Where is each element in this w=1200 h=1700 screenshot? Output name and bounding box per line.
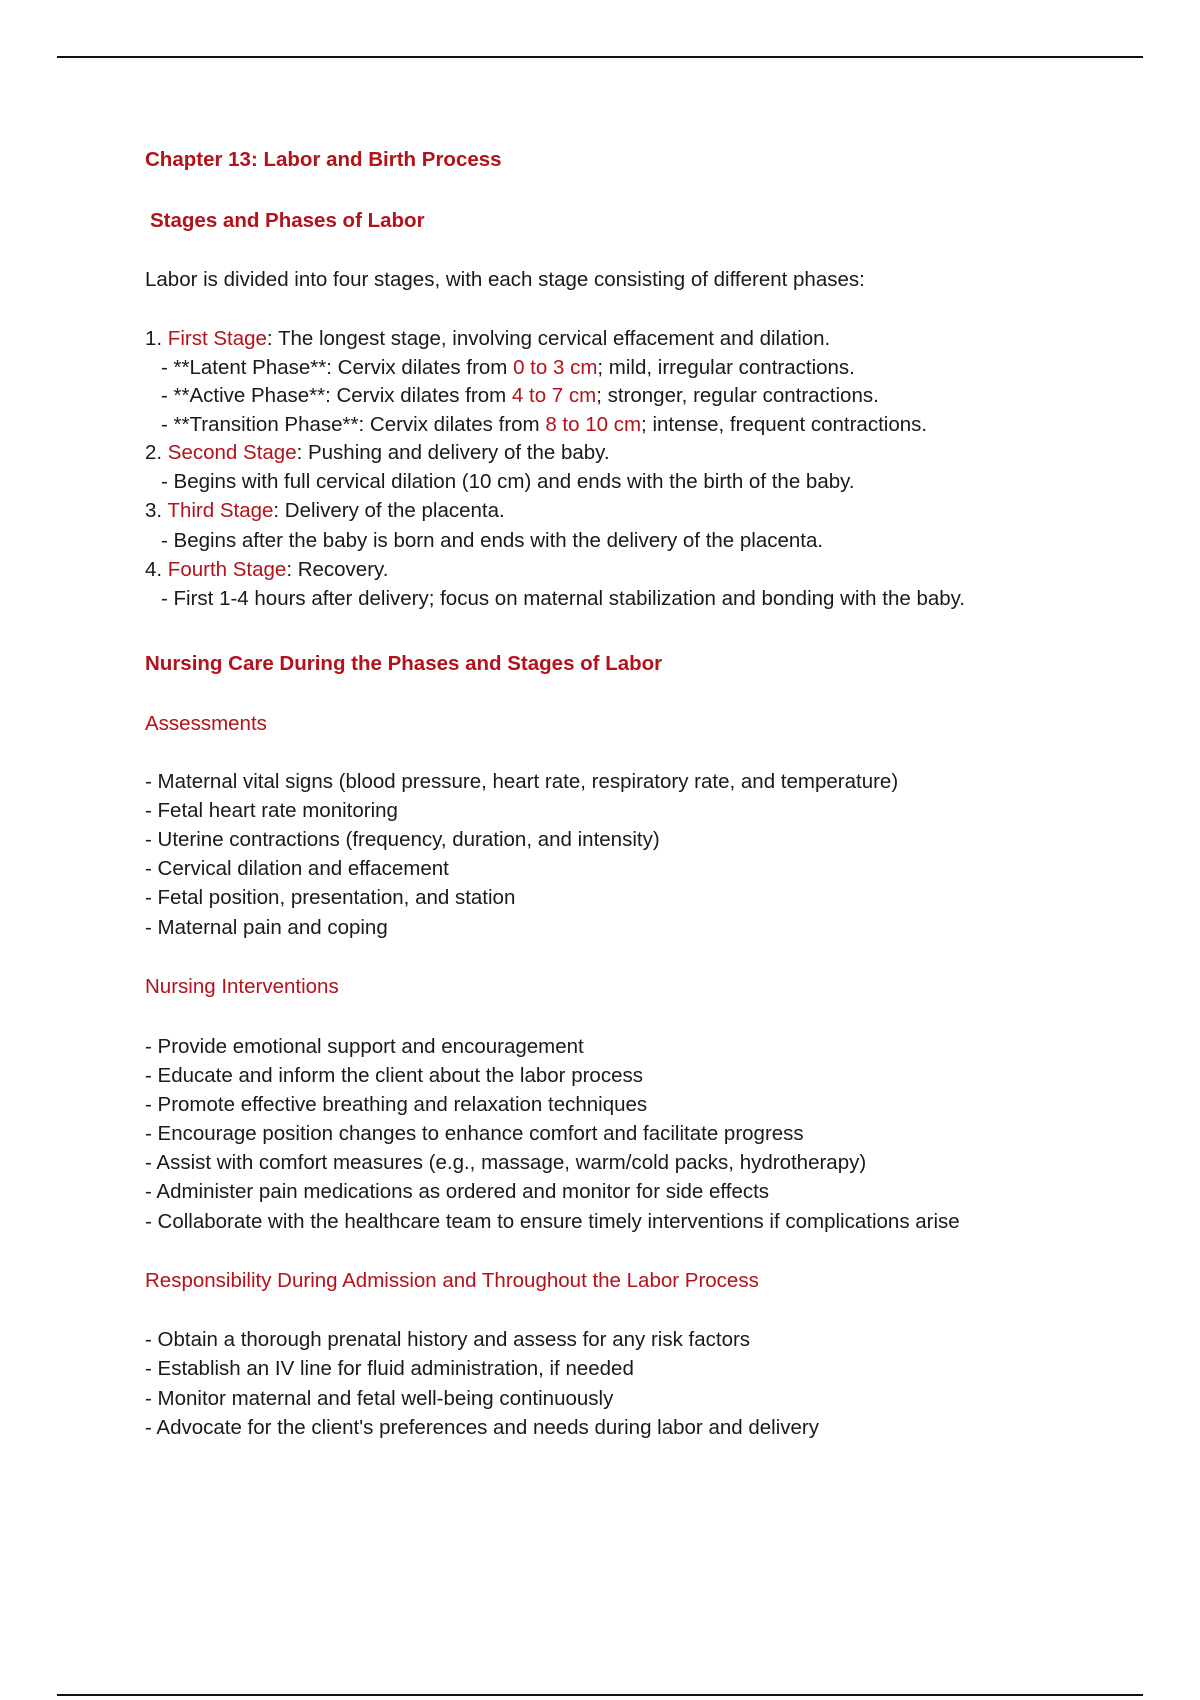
stage-number: 4. xyxy=(145,558,168,581)
stage-name: Third Stage xyxy=(167,499,274,522)
dilation-range: 4 to 7 cm xyxy=(511,384,597,407)
phase-transition xyxy=(161,410,927,439)
list-item: - Advocate for the client's preferences and needs during labor and delivery xyxy=(145,1416,819,1439)
stage-name: Second Stage xyxy=(167,441,297,464)
phase-label: - **Active Phase**: Cervix dilates from xyxy=(161,384,512,407)
footer-rule xyxy=(57,1694,1143,1696)
stage-3-item xyxy=(145,496,505,525)
list-item: - Maternal vital signs (blood pressure, heart rate, respiratory rate, and temperature) xyxy=(145,770,899,793)
header-rule xyxy=(57,56,1143,58)
list-item: - Provide emotional support and encouragement xyxy=(145,1035,584,1058)
stage-name: First Stage xyxy=(167,327,267,350)
stage-description: : Delivery of the placenta. xyxy=(273,499,505,522)
list-item: - Fetal heart rate monitoring xyxy=(145,799,398,822)
stage-3-detail: - Begins after the baby is born and ends with the delivery of the placenta. xyxy=(161,529,824,552)
list-item: - Establish an IV line for fluid administration, if needed xyxy=(145,1357,634,1380)
section-heading-nursing-care: Nursing Care During the Phases and Stages of Labor xyxy=(145,652,663,675)
list-item: - Assist with comfort measures (e.g., massage, warm/cold packs, hydrotherapy) xyxy=(145,1151,867,1174)
stage-4-item xyxy=(145,555,388,584)
stage-number: 3. xyxy=(145,499,168,522)
subheading-assessments: Assessments xyxy=(145,712,267,735)
stage-description: : Pushing and delivery of the baby. xyxy=(296,441,610,464)
phase-label: - **Latent Phase**: Cervix dilates from xyxy=(161,356,514,379)
intro-paragraph: Labor is divided into four stages, with each stage consisting of different phases: xyxy=(145,268,865,291)
phase-note: ; stronger, regular contractions. xyxy=(596,384,879,407)
stage-1-item xyxy=(145,324,830,353)
phase-latent xyxy=(161,353,855,382)
phase-active xyxy=(161,381,879,410)
list-item: - Uterine contractions (frequency, duration, and intensity) xyxy=(145,828,660,851)
list-item: - Maternal pain and coping xyxy=(145,916,388,939)
phase-label: - **Transition Phase**: Cervix dilates from xyxy=(161,413,546,436)
stage-name: Fourth Stage xyxy=(167,558,287,581)
section-heading-stages: Stages and Phases of Labor xyxy=(150,209,425,232)
list-item: - Educate and inform the client about the labor process xyxy=(145,1064,643,1087)
stage-description: : Recovery. xyxy=(286,558,389,581)
subheading-interventions: Nursing Interventions xyxy=(145,975,339,998)
stage-2-detail: - Begins with full cervical dilation (10 cm) and ends with the birth of the baby. xyxy=(161,470,855,493)
stage-4-detail: - First 1-4 hours after delivery; focus on maternal stabilization and bonding with the baby. xyxy=(161,587,966,610)
dilation-range: 8 to 10 cm xyxy=(545,413,642,436)
stage-description: : The longest stage, involving cervical effacement and dilation. xyxy=(266,327,831,350)
list-item: - Promote effective breathing and relaxation techniques xyxy=(145,1093,648,1116)
list-item: - Obtain a thorough prenatal history and assess for any risk factors xyxy=(145,1328,751,1351)
dilation-range: 0 to 3 cm xyxy=(513,356,598,379)
list-item: - Cervical dilation and effacement xyxy=(145,857,449,880)
list-item: - Administer pain medications as ordered and monitor for side effects xyxy=(145,1180,770,1203)
list-item: - Monitor maternal and fetal well-being continuously xyxy=(145,1387,614,1410)
subheading-responsibility: Responsibility During Admission and Throughout the Labor Process xyxy=(145,1269,759,1292)
list-item: - Fetal position, presentation, and station xyxy=(145,886,516,909)
stage-number: 2. xyxy=(145,441,168,464)
stage-number: 1. xyxy=(145,327,168,350)
phase-note: ; mild, irregular contractions. xyxy=(597,356,855,379)
chapter-title: Chapter 13: Labor and Birth Process xyxy=(145,148,502,171)
stage-2-item xyxy=(145,438,610,467)
phase-note: ; intense, frequent contractions. xyxy=(641,413,928,436)
list-item: - Encourage position changes to enhance comfort and facilitate progress xyxy=(145,1122,804,1145)
list-item: - Collaborate with the healthcare team to ensure timely interventions if complications arise xyxy=(145,1210,960,1233)
